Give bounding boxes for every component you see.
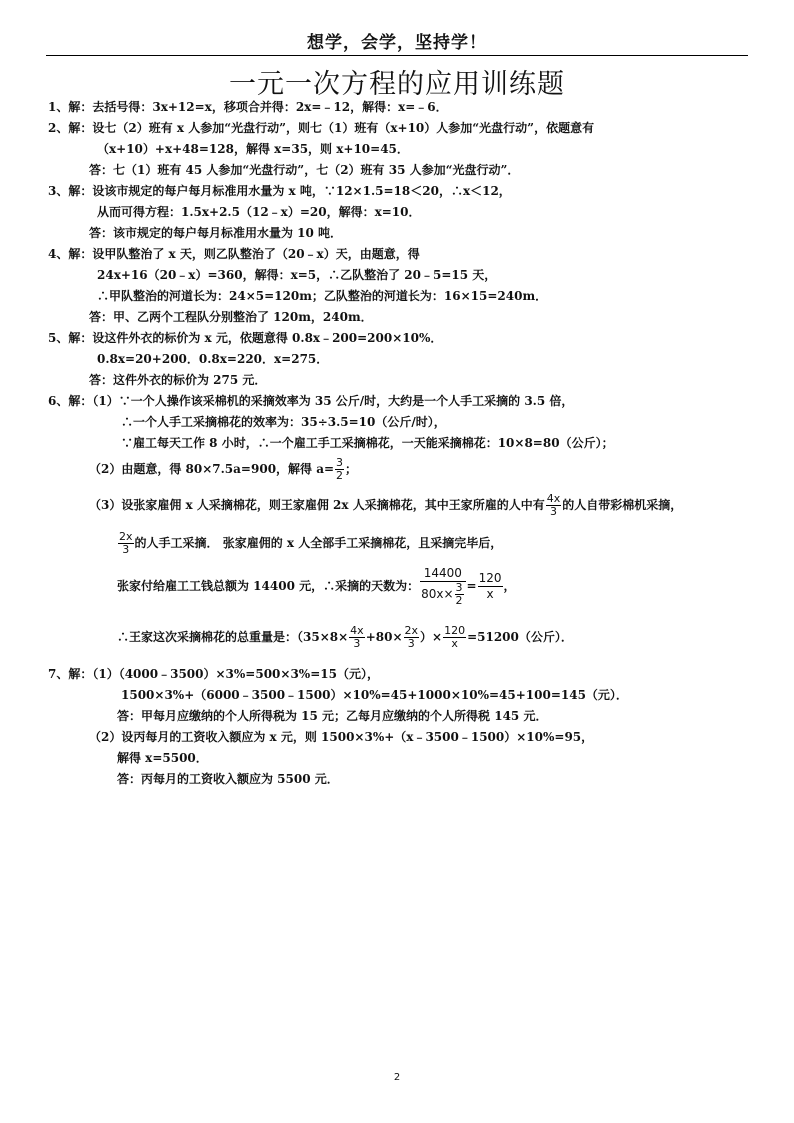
fraction-total-120: $\frac{120}{x}$	[444, 624, 466, 650]
solution-6-daily: ∵雇工每天工作 8 小时，∴一个雇工手工采摘棉花，一天能采摘棉花：10×8=80（公斤）；	[121, 436, 614, 450]
solution-3-answer: 答：该市规定的每户每月标准用水量为 10 吨．	[89, 226, 343, 240]
solution-6-line: 6、解：（1）∵一个人操作该采棉机的采摘效率为 35 公斤/时，大约是一个人手工采摘的 3.5 倍，	[48, 394, 574, 408]
solutions-body	[0, 97, 794, 790]
solution-1-line: 1、解：去括号得：3x+12=x，移项合并得：2x=﹣12，解得：x=﹣6．	[48, 100, 448, 114]
solution-5-answer: 答：这件外衣的标价为 275 元．	[89, 373, 267, 387]
part3-end: 的人自带彩棉机采摘，	[562, 498, 683, 512]
part2-end: ；	[345, 462, 358, 476]
fraction-2x-over-3: $\frac{2x}{3}$	[119, 530, 133, 556]
solution-4-lengths: ∴甲队整治的河道长为：24×5=120m；乙队整治的河道长为：16×15=240m．	[97, 289, 548, 303]
solution-2-line: 2、解：设七（2）班有 x 人参加“光盘行动”，则七（1）班有（x+10）人参加“光盘行动”，依题意有	[48, 121, 595, 135]
solution-4-answer: 答：甲、乙两个工程队分别整治了 120m，240m．	[89, 310, 373, 324]
page-header: 想学，会学，坚持学！	[307, 33, 487, 53]
manual-text: 的人手工采摘． 张家雇佣的 x 人全部手工采摘棉花，且采摘完毕后，	[134, 536, 503, 550]
fraction-three-halves: $\frac{3}{2}$	[336, 456, 344, 482]
fraction-4x-over-3: $\frac{4x}{3}$	[546, 492, 561, 518]
solution-6-manual	[0, 528, 794, 558]
solution-7-answer1: 答：甲每月应缴纳的个人所得税为 15 元；乙每月应缴纳的个人所得税 145 元．	[117, 709, 548, 723]
solution-7-line: 7、解：（1）（4000﹣3500）×3%=500×3%=15（元），	[48, 667, 379, 681]
fraction-total-2x: $\frac{2x}{3}$	[404, 624, 419, 650]
part2-text: （2）由题意，得 80×7.5a=900，解得 a=	[89, 462, 335, 476]
solution-6-total: ∴王家这次采摘棉花的总重量是：（35×8× $\frac{4x}{3}$ +80× $\frac{2x}{3}$ ）× $\frac{120}{x}$ =51200（公斤）．	[117, 624, 573, 650]
solution-5-line: 5、解：设这件外衣的标价为 x 元，依题意得 0.8x﹣200=200×10%．	[48, 331, 443, 345]
fraction-days: 14400 80x× $\frac{3}{2}$	[420, 566, 465, 607]
solution-6-days: 张家付给雇工工钱总额为 14400 元，∴采摘的天数为： 14400 80x× $\frac{3}{2}$ = $\frac{120}{x}$ ，	[117, 566, 516, 607]
solution-6-efficiency: ∴一个人手工采摘棉花的效率为：35÷3.5=10（公斤/时），	[121, 415, 446, 429]
document-title: 一元一次方程的应用训练题	[229, 69, 565, 100]
solution-7-calc: 1500×3%+（6000﹣3500﹣1500）×10%=45+1000×10%=45+100=145（元）．	[121, 688, 628, 702]
fraction-three-halves-inner: $\frac{3}{2}$	[455, 581, 463, 607]
solution-6-part3	[0, 490, 794, 520]
solution-3-equation: 从而可得方程：1.5x+2.5（12﹣x）=20，解得：x=10．	[97, 205, 421, 219]
part3-text: （3）设张家雇佣 x 人采摘棉花，则王家雇佣 2x 人采摘棉花，其中王家所雇的人中有	[89, 498, 545, 512]
solution-2-equation: （x+10）+x+48=128，解得 x=35，则 x+10=45．	[97, 142, 409, 156]
page-number: 2	[393, 1072, 401, 1083]
solution-4-line: 4、解：设甲队整治了 x 天，则乙队整治了（20﹣x）天，由题意，得	[48, 247, 420, 261]
solution-3-line: 3、解：设该市规定的每户每月标准用水量为 x 吨，∵12×1.5=18＜20，∴x＜12，	[48, 184, 511, 198]
solution-6-part2	[0, 454, 794, 484]
total-text: ∴王家这次采摘棉花的总重量是：（35×8×	[117, 630, 349, 644]
solution-7-part2: （2）设丙每月的工资收入额应为 x 元，则 1500×3%+（x﹣3500﹣1500）×10%=95，	[89, 730, 594, 744]
fraction-total-4x: $\frac{4x}{3}$	[350, 624, 364, 650]
header-divider	[46, 55, 748, 56]
solution-5-steps: 0.8x=20+200．0.8x=220．x=275．	[97, 352, 329, 366]
solution-7-answer2: 答：丙每月的工资收入额应为 5500 元．	[117, 772, 339, 786]
solution-7-solve: 解得 x=5500．	[117, 751, 208, 765]
solution-4-equation: 24x+16（20﹣x）=360，解得：x=5，∴乙队整治了 20﹣5=15 天，	[97, 268, 497, 282]
solution-2-answer: 答：七（1）班有 45 人参加“光盘行动”，七（2）班有 35 人参加“光盘行动”．	[89, 163, 520, 177]
days-text: 张家付给雇工工钱总额为 14400 元，∴采摘的天数为：	[117, 579, 420, 593]
fraction-120-over-x: $\frac{120}{x}$	[478, 571, 502, 601]
